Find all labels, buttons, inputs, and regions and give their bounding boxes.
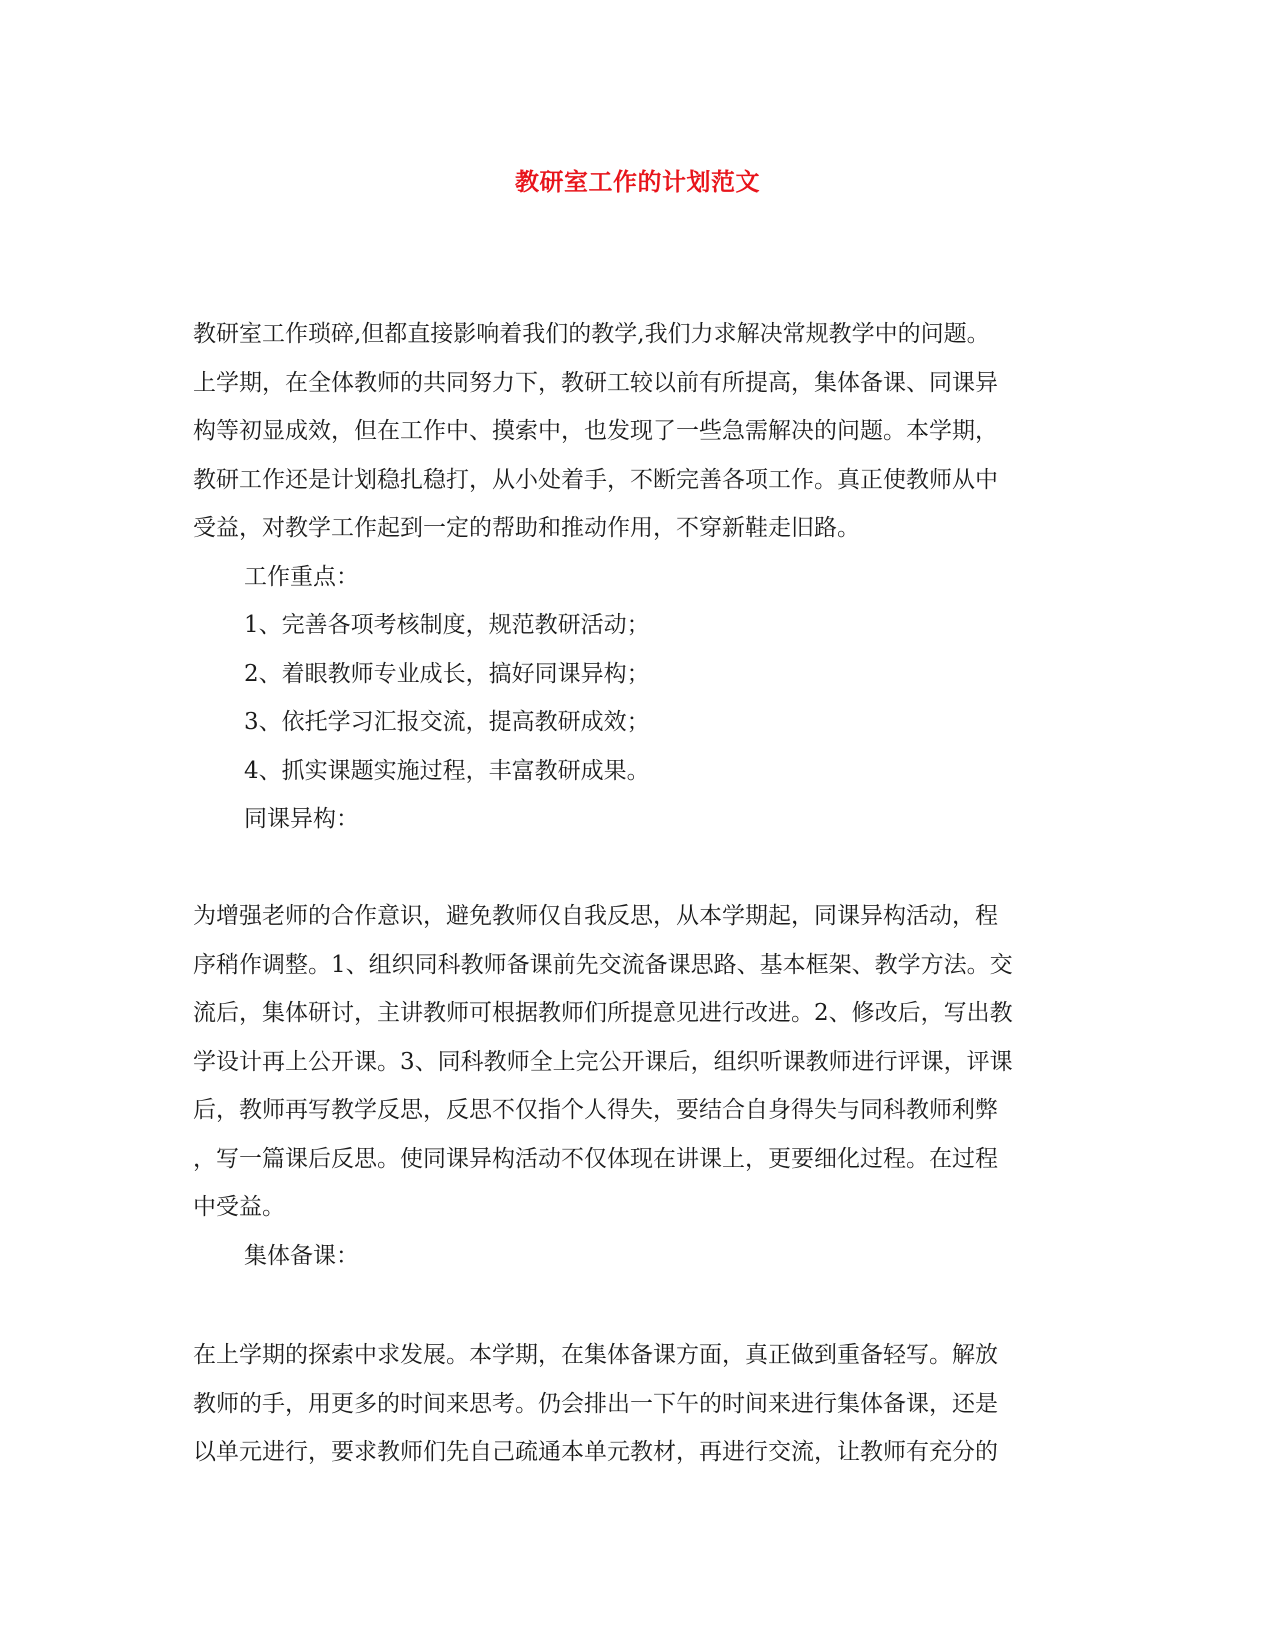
tongke-line: 序稍作调整。1、组织同科教师备课前先交流备课思路、基本框架、教学方法。交 [193,951,1013,978]
focus-item: 1、完善各项考核制度，规范教研活动； [244,612,650,638]
tongke-line: 中受益。 [193,1194,285,1220]
intro-line: 教研工作还是计划稳扎稳打，从小处着手，不断完善各项工作。真正使教师从中 [193,466,998,493]
jiti-paragraph [193,1331,1083,1477]
section-intro [193,310,1083,844]
intro-paragraph [193,310,1083,553]
jiti-line: 在上学期的探索中求发展。本学期，在集体备课方面，真正做到重备轻写。解放 [193,1342,998,1368]
tongke-line: ，写一篇课后反思。使同课异构活动不仅体现在讲课上，更要细化过程。在过程 [193,1145,998,1172]
intro-line: 教研室工作琐碎,但都直接影响着我们的教学,我们力求解决常规教学中的问题。 [193,321,990,347]
tongke-line: 为增强老师的合作意识，避免教师仅自我反思，从本学期起，同课异构活动，程 [193,903,998,929]
intro-line: 受益，对教学工作起到一定的帮助和推动作用，不穿新鞋走旧路。 [193,515,860,541]
focus-heading: 工作重点： [244,563,359,590]
focus-item: 2、着眼教师专业成长，搞好同课异构； [244,660,650,687]
tongke-heading: 同课异构： [244,806,359,832]
jiti-line: 以单元进行，要求教师们先自己疏通本单元教材，再进行交流，让教师有充分的 [193,1439,998,1465]
intro-line: 上学期，在全体教师的共同努力下，教研工较以前有所提高，集体备课、同课异 [193,369,998,396]
section-jiti [193,1331,1083,1477]
focus-item: 4、抓实课题实施过程，丰富教研成果。 [244,757,650,784]
document-title: 教研室工作的计划范文 [515,167,760,196]
section-tongke [193,892,1083,1280]
tongke-line: 学设计再上公开课。3、同科教师全上完公开课后，组织听课教师进行评课，评课 [193,1048,1013,1075]
tongke-line: 流后，集体研讨，主讲教师可根据教师们所提意见进行改进。2、修改后，写出教 [193,1000,1013,1026]
jiti-heading: 集体备课： [244,1242,359,1269]
tongke-paragraph [193,892,1083,1232]
focus-item: 3、依托学习汇报交流，提高教研成效； [244,709,650,735]
jiti-line: 教师的手，用更多的时间来思考。仍会排出一下午的时间来进行集体备课，还是 [193,1390,998,1417]
tongke-line: 后，教师再写教学反思，反思不仅指个人得失，要结合自身得失与同科教师利弊 [193,1097,998,1123]
intro-line: 构等初显成效，但在工作中、摸索中，也发现了一些急需解决的问题。本学期， [193,418,998,444]
